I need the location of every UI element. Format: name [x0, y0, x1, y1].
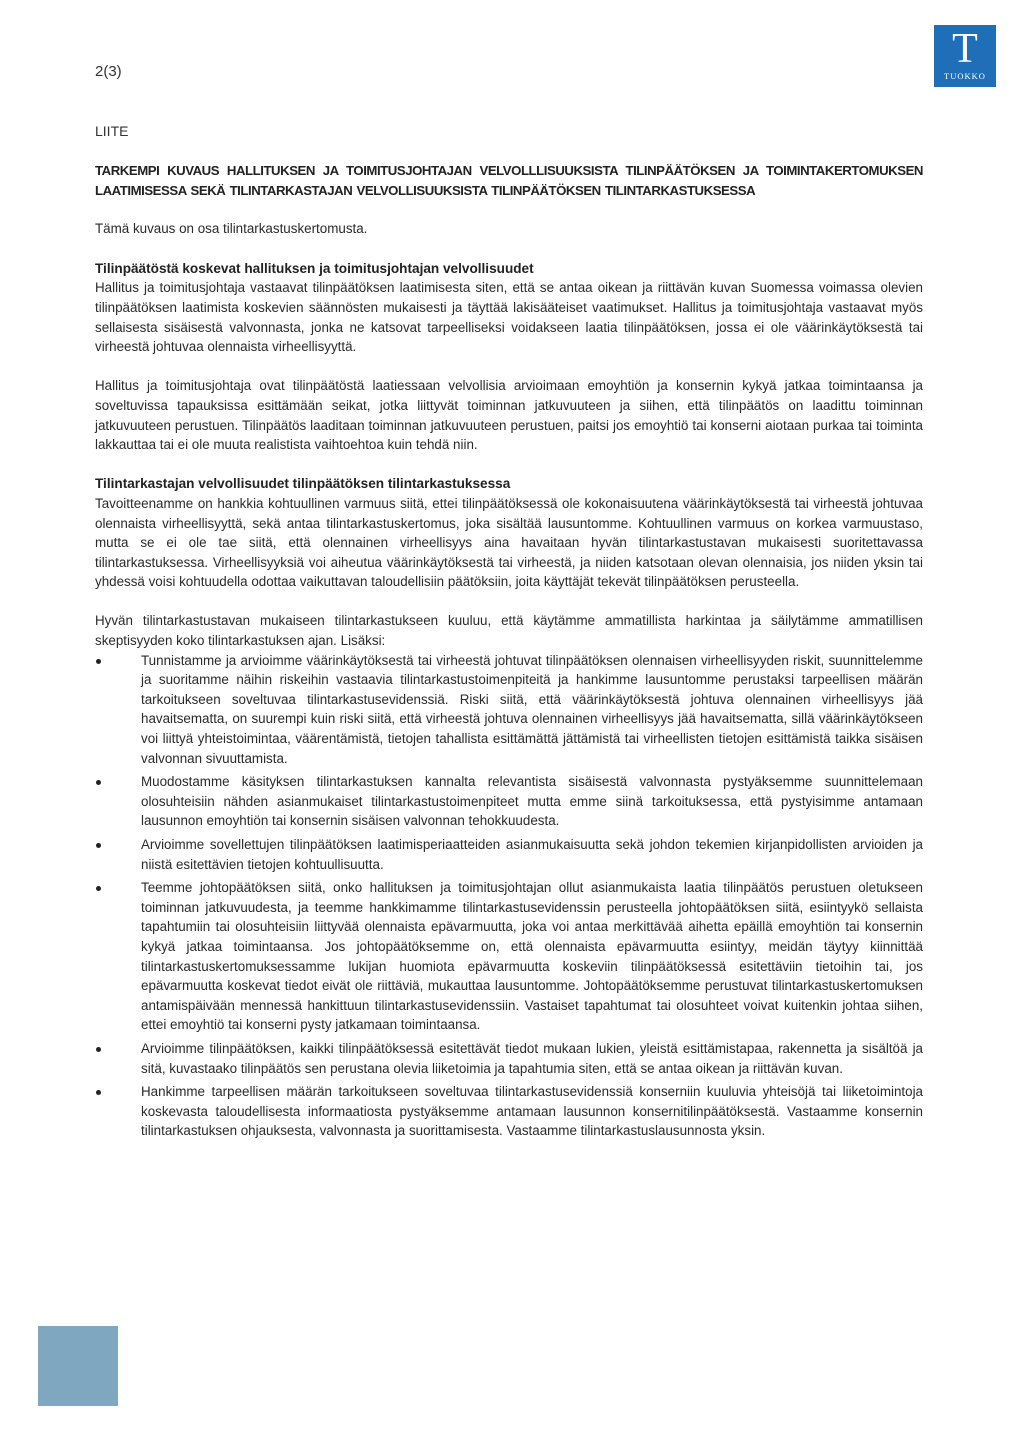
tuokko-logo	[934, 25, 996, 87]
list-item-text: Muodostamme käsityksen tilintarkastuksen kannalta relevantista sisäisestä valvonnasta pystyäksemme suunnittelemaan olosuhteisiin nähden asianmukaiset tilintarkastustoimenpiteet mutta emme siinä tarkoituksessa, että pystyisimme antamaan lausunnon emoyhtiön tai konsernin sisäisen valvonnan tehokkuudesta.	[141, 774, 923, 829]
list-item	[95, 651, 923, 769]
list-item	[95, 878, 923, 1035]
bullet-icon	[96, 843, 101, 848]
list-item	[95, 1082, 923, 1141]
logo-text: TUOKKO	[944, 71, 986, 81]
list-item-text: Arvioimme tilinpäätöksen, kaikki tilinpäätöksessä esitettävät tiedot mukaan lukien, yleistä esittämistapaa, rakennetta ja sisältöä ja sitä, kuvastaako tilinpäätös sen perustana olevia liiketoimia ja tapahtumia siten, että se antaa oikean ja riittävän kuvan.	[141, 1040, 923, 1076]
page-number: 2(3)	[95, 63, 122, 80]
document-title: TARKEMPI KUVAUS HALLITUKSEN JA TOIMITUSJOHTAJAN VELVOLLLISUUKSISTA TILINPÄÄTÖKSEN JA TOIMINTAKERTOMUKSEN LAATIMISESSA SEKÄ TILINTARKASTAJAN VELVOLLISUUKSISTA TILINPÄÄTÖKSEN TILINTARKASTUKSESSA	[95, 163, 923, 198]
appendix-label: LIITE	[95, 123, 129, 139]
list-item-text: Hankimme tarpeellisen määrän tarkoitukseen soveltuvaa tilintarkastusevidenssiä konserniin kuuluvia yhteisöjä tai liiketoimintoja koskevasta taloudellisesta informaatiosta pystyäksemme antamaan lausunnon konsernitilinpäätöksestä. Vastaamme konsernin tilintarkastuksen ohjauksesta, valvonnasta ja suorittamisesta. Vastaamme tilintarkastuslausunnosta yksin.	[141, 1084, 923, 1139]
list-item	[95, 1039, 923, 1078]
section1-heading: Tilinpäätöstä koskevat hallituksen ja toimitusjohtajan velvollisuudet	[95, 260, 534, 276]
auditor-duties-list	[95, 651, 923, 1141]
intro-text: Tämä kuvaus on osa tilintarkastuskertomusta.	[95, 221, 368, 237]
section1-paragraph-2: Hallitus ja toimitusjohtaja ovat tilinpäätöstä laatiessaan velvollisia arvioimaan emoyhtiön ja konsernin kykyä jatkaa toimintaansa ja soveltuvissa tapauksissa esittämään seikat, jotka liittyvät toiminnan jatkuvuuteen ja siihen, että tilinpäätös on laadittu toiminnan jatkuvuuteen perustuen. Tilinpäätös laaditaan toiminnan jatkuvuuteen perustuen, paitsi jos emoyhtiö tai konserni aiotaan purkaa tai toiminta lakkauttaa tai ei ole muuta realistista vaihtoehtoa kuin tehdä niin.	[95, 378, 923, 453]
list-item-text: Tunnistamme ja arvioimme väärinkäytöksestä tai virheestä johtuvat tilinpäätöksen olennaisen virheellisyyden riskit, suunnittelemme ja suoritamme näihin riskeihin vastaavia tilintarkastustoimenpiteitä ja hankimme lausuntomme perustaksi tarpeellisen määrän tarkoitukseen soveltuvaa tilintarkastusevidenssiä. Riski siitä, että väärinkäytöksestä johtuva olennainen virheellisyys jää havaitsematta, on suurempi kuin riski siitä, että virheestä johtuva olennainen virheellisyys jää havaitsematta, sillä väärinkäytökseen voi liittyä yhteistoimintaa, väärentämistä, tietojen tahallista esittämättä jättämistä tai virheellisten tietojen esittämistä taikka sisäisen valvonnan sivuuttamista.	[141, 652, 923, 766]
logo-letter: T	[952, 26, 978, 72]
list-item-text: Arvioimme sovellettujen tilinpäätöksen laatimisperiaatteiden asianmukaisuutta sekä johdon tekemien kirjanpidollisten arvioiden ja niistä esitettävien tietojen kohtuullisuutta.	[141, 837, 923, 872]
list-item	[95, 835, 923, 874]
bullet-icon	[96, 886, 101, 891]
list-item	[95, 772, 923, 831]
section2-paragraph-1: Tavoitteenamme on hankkia kohtuullinen varmuus siitä, ettei tilinpäätöksessä ole kokonaisuutena väärinkäytöksestä tai virheestä johtuvaa olennaista virheellisyyttä, sekä antaa tilintarkastuskertomus, joka sisältää lausuntomme. Kohtuullinen varmuus on korkea varmuustaso, mutta se ei ole tae siitä, että olennainen virheellisyys aina havaitaan hyvän tilintarkastustavan mukaisesti suoritettavassa tilintarkastuksessa. Virheellisyyksiä voi aiheutua väärinkäytöksestä tai virheestä, ja niiden katsotaan olevan olennaisia, jos niiden yksin tai yhdessä voisi kohtuudella odottaa vaikuttavan taloudellisiin päätöksiin, joita käyttäjät tekevät tilinpäätöksen perusteella.	[95, 495, 923, 590]
bullet-icon	[96, 659, 101, 664]
section2-paragraph-2: Hyvän tilintarkastustavan mukaiseen tilintarkastukseen kuuluu, että käytämme ammatillista harkintaa ja säilytämme ammatillisen skeptisyyden koko tilintarkastuksen ajan. Lisäksi:	[95, 613, 923, 649]
list-item-text: Teemme johtopäätöksen siitä, onko hallituksen ja toimitusjohtajan ollut asianmukaista laatia tilinpäätös perustuen oletukseen toiminnan jatkuvuudesta, ja teemme hankkimamme tilintarkastusevidenssin perusteella johtopäätöksen siitä, esiintyykö sellaista tapahtumiin tai olosuhteisiin liittyvää olennaista epävarmuutta, joka voi antaa merkittävää aihetta epäillä emoyhtiön tai konsernin kykyä jatkaa toimintaansa. Jos johtopäätöksemme on, että olennaista epävarmuutta esiintyy, meidän täytyy kiinnittää tilintarkastuskertomuksessamme lukijan huomiota epävarmuutta koskeviin tilinpäätöksessä esitettäviin tietoihin tai, jos epävarmuutta koskevat tiedot eivät ole riittäviä, mukauttaa lausuntomme. Johtopäätöksemme perustuvat tilintarkastuskertomuksen antamispäivään mennessä hankittuun tilintarkastusevidenssiin. Vastaiset tapahtumat tai olosuhteet voivat kuitenkin johtaa siihen, ettei emoyhtiö tai konserni pysty jatkamaan toimintaansa.	[141, 880, 923, 1033]
section1-paragraph-1: Hallitus ja toimitusjohtaja vastaavat tilinpäätöksen laatimisesta siten, että se antaa oikean ja riittävän kuvan Suomessa voimassa olevien tilinpäätöksen laatimista koskevien säännösten mukaisesti ja täyttää lakisääteiset vaatimukset. Hallitus ja toimitusjohtaja vastaavat myös sellaisesta sisäisestä valvonnasta, jonka ne katsovat tarpeelliseksi voidakseen laatia tilinpäätöksen, jossa ei ole väärinkäytöksestä tai virheestä johtuvaa olennaista virheellisyyttä.	[95, 280, 923, 355]
document-body	[95, 161, 923, 1145]
bullet-icon	[96, 1090, 101, 1095]
decorative-corner-block	[38, 1326, 118, 1406]
bullet-icon	[96, 780, 101, 785]
section2-heading: Tilintarkastajan velvollisuudet tilinpäätöksen tilintarkastuksessa	[95, 476, 511, 492]
bullet-icon	[96, 1047, 101, 1052]
